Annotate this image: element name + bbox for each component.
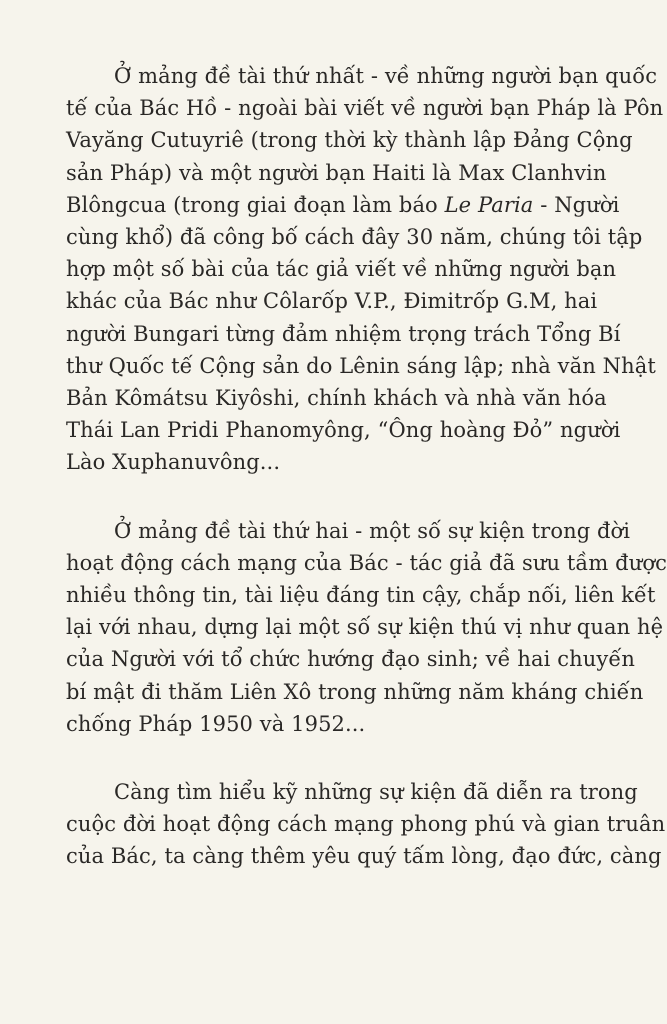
text-line: sản Pháp) và một người bạn Haiti là Max Clanhvin	[66, 160, 607, 185]
text-fragment: - Người	[540, 192, 620, 217]
text-line: của Người với tổ chức hướng đạo sinh; về hai chuyến	[66, 647, 635, 672]
text-line: khác của Bác như Côlarốp V.P., Đimitrốp G.M, hai	[66, 289, 598, 314]
paragraph-3	[66, 776, 666, 873]
paragraph-2	[66, 515, 667, 740]
text-line: thư Quốc tế Cộng sản do Lênin sáng lập; nhà văn Nhật	[66, 353, 656, 378]
text-line: Thái Lan Pridi Phanomyông, “Ông hoàng Đỏ” người	[66, 418, 621, 443]
text-line: người Bungari từng đảm nhiệm trọng trách Tổng Bí	[66, 321, 621, 346]
text-line: Ở mảng đề tài thứ nhất - về những người bạn quốc	[114, 64, 658, 88]
text-line: Ở mảng đề tài thứ hai - một số sự kiện trong đời	[114, 518, 631, 543]
italic-newspaper-title: Le Paria	[444, 192, 534, 217]
text-line: hợp một số bài của tác giả viết về những người bạn	[66, 257, 617, 282]
text-line: hoạt động cách mạng của Bác - tác giả đã sưu tầm được	[66, 550, 667, 575]
text-line: cùng khổ) đã công bố cách đây 30 năm, chúng tôi tập	[66, 225, 643, 250]
text-line: bí mật đi thăm Liên Xô trong những năm kháng chiến	[66, 679, 644, 704]
paragraph-1	[66, 60, 664, 479]
text-line: Vayăng Cutuyriê (trong thời kỳ thành lập Đảng Cộng	[66, 128, 633, 153]
text-line: Càng tìm hiểu kỹ những sự kiện đã diễn ra trong	[114, 780, 638, 805]
text-line: lại với nhau, dựng lại một số sự kiện thú vị như quan hệ	[66, 615, 664, 640]
text-line: tế của Bác Hồ - ngoài bài viết về người bạn Pháp là Pôn	[66, 96, 664, 121]
text-line: cuộc đời hoạt động cách mạng phong phú và gian truân	[66, 812, 666, 837]
text-line: Bản Kômátsu Kiyôshi, chính khách và nhà văn hóa	[66, 386, 607, 411]
text-fragment: Blôngcua (trong giai đoạn làm báo	[66, 192, 438, 217]
text-line: Lào Xuphanuvông...	[66, 450, 281, 475]
text-line: chống Pháp 1950 và 1952...	[66, 711, 366, 736]
text-line: của Bác, ta càng thêm yêu quý tấm lòng, đạo đức, càng	[66, 844, 662, 869]
text-line: nhiều thông tin, tài liệu đáng tin cậy, chắp nối, liên kết	[66, 583, 656, 608]
text-line-with-italic-title	[66, 189, 620, 221]
